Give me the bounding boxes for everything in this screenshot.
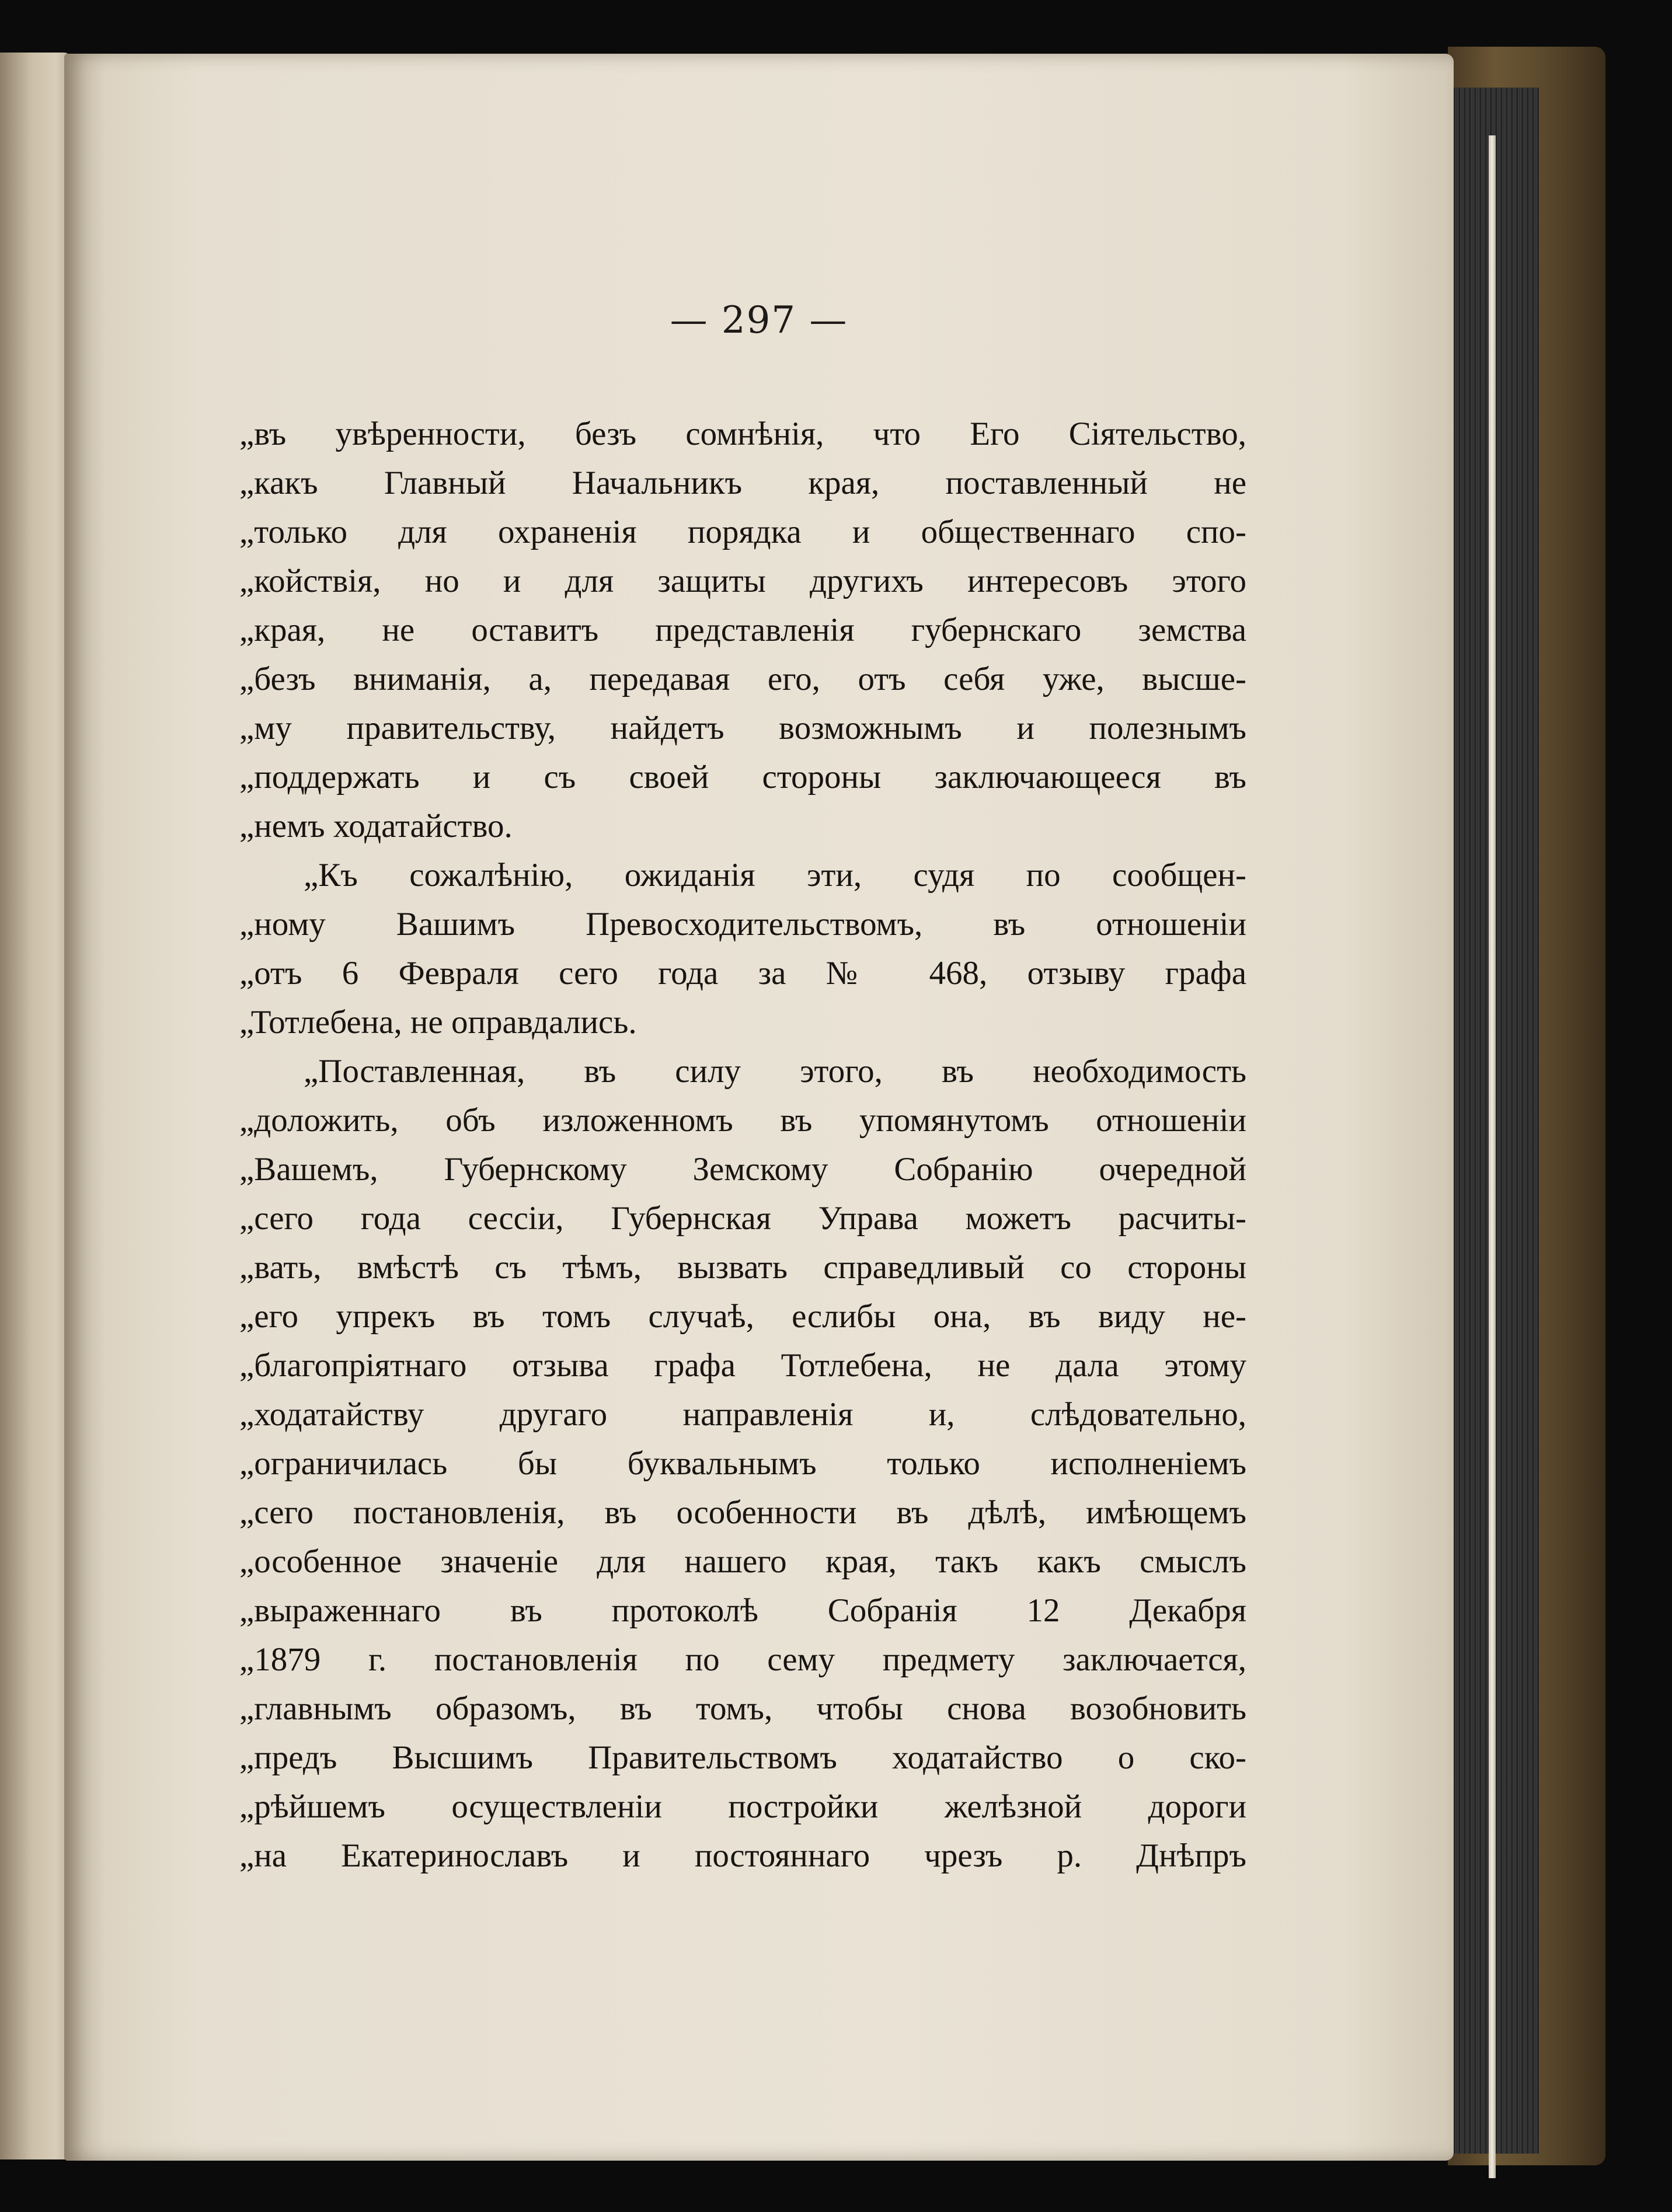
text-line: „какъ Главный Начальникъ края, поставленный не [239,465,1246,501]
text-line: „Тотлебена, не оправдались. [239,1004,637,1041]
text-line: „1879 г. постановленія по сему предмету заключается, [239,1641,1246,1678]
text-line: „предъ Высшимъ Правительствомъ ходатайство о ско- [239,1739,1246,1776]
text-line: „ограничилась бы буквальнымъ только исполненіемъ [239,1445,1246,1482]
text-line: „Вашемъ, Губернскому Земскому Собранію очередной [239,1151,1246,1188]
text-line: „рѣйшемъ осуществленіи постройки желѣзной дороги [239,1788,1246,1825]
text-line: „края, не оставитъ представленія губернскаго земства [239,612,1246,648]
text-line: „отъ 6 Февраля сего года за № 468, отзыву графа [239,955,1246,992]
text-line: „главнымъ образомъ, въ томъ, чтобы снова возобновить [239,1690,1246,1727]
text-line: „немъ ходатайство. [239,808,513,845]
text-line: „му правительству, найдетъ возможнымъ и полезнымъ [239,710,1246,746]
text-line: „вать, вмѣстѣ съ тѣмъ, вызвать справедливый со стороны [239,1249,1246,1286]
text-line: „ному Вашимъ Превосходительствомъ, въ отношеніи [239,906,1246,943]
text-line: „особенное значеніе для нашего края, такъ какъ смыслъ [239,1543,1246,1580]
text-line: „только для охраненія порядка и общественнаго спо- [239,514,1246,550]
text-line: „поддержать и съ своей стороны заключающееся въ [239,759,1246,796]
text-line: „доложить, объ изложенномъ въ упомянутомъ отношеніи [239,1102,1246,1139]
text-line: „Поставленная, въ силу этого, въ необходимость [304,1053,1246,1090]
text-line: „сего года сессіи, Губернская Управа можетъ расчиты- [239,1200,1246,1237]
text-line: „безъ вниманія, а, передавая его, отъ себя уже, высше- [239,661,1246,697]
text-line: „выраженнаго въ протоколѣ Собранія 12 Декабря [239,1592,1246,1629]
left-page-sliver [0,53,70,2159]
text-line: „въ увѣренности, безъ сомнѣнія, что Его Сіятельство, [239,416,1246,452]
text-line: „Къ сожалѣнію, ожиданія эти, судя по сообщен- [304,857,1246,894]
text-line: „благопріятнаго отзыва графа Тотлебена, не дала этому [239,1347,1246,1384]
body-text [239,410,1246,1880]
text-line: „койствія, но и для защиты другихъ интересовъ этого [239,563,1246,599]
page-number: — 297 — [670,299,848,342]
text-line: „ходатайству другаго направленія и, слѣдовательно, [239,1396,1246,1433]
page-fold [1489,135,1496,2178]
text-line: „его упрекъ въ томъ случаѣ, еслибы она, въ виду не- [239,1298,1246,1335]
text-line: „сего постановленія, въ особенности въ дѣлѣ, имѣющемъ [239,1494,1246,1531]
text-line: „на Екатеринославъ и постояннаго чрезъ р. Днѣпръ [239,1837,1246,1874]
book-page [64,54,1454,2161]
